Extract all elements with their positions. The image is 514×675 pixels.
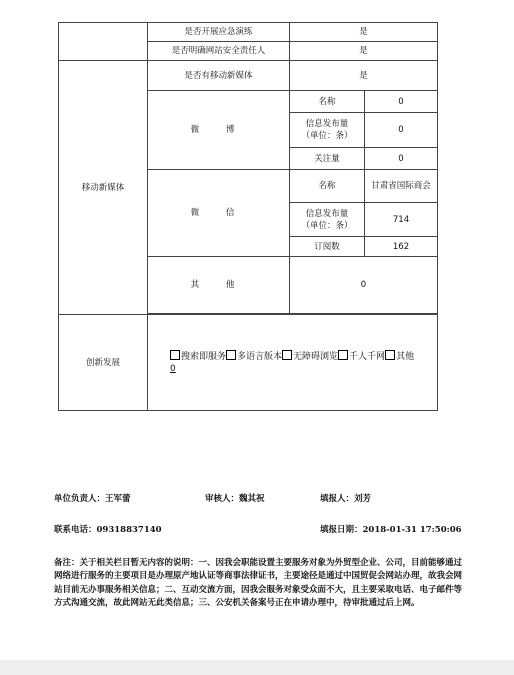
- checkbox-search-service[interactable]: [170, 350, 180, 360]
- security-owner-label: 是否明确网站安全责任人: [148, 42, 290, 61]
- drill-label: 是否开展应急演练: [148, 23, 290, 42]
- weixin-name-label: 名称: [290, 170, 365, 203]
- innovation-other-value: 0: [170, 364, 176, 374]
- bottom-bar: [0, 660, 514, 675]
- other-media-label: 其 他: [148, 257, 290, 314]
- checkbox-multilingual[interactable]: [226, 350, 236, 360]
- weibo-followers-label: 关注量: [290, 148, 365, 170]
- contact-phone: 联系电话：09318837140: [54, 525, 162, 535]
- option-accessible: 无障碍浏览: [293, 352, 339, 362]
- remarks-note: 备注：关于相关栏目暂无内容的说明：一、因我会职能设置主要服务对象为外贸型企业、公司，目前能够通过网络进行服务的主要项目是办理原产地认证等商事法律证书，主要途径是通过中国贸促会网站办理，故我会网站目前无办事服务相关信息；二、互动交流方面，因我会服务对象受众面不大，且主要采取电话、电子邮件等方式沟通交流，故此网站无此类信息；三、公安机关备案号正在申请办理中，待审批通过后上网。: [54, 558, 463, 608]
- option-search-service: 搜索即服务: [181, 352, 227, 362]
- weixin-label: 微 信: [148, 170, 290, 257]
- filler: 填报人：刘芳: [320, 494, 372, 504]
- weixin-subscribers-label: 订阅数: [290, 237, 365, 257]
- option-other: 其他: [396, 352, 415, 362]
- weibo-posts-label: 信息发布量 （单位：条）: [290, 113, 365, 148]
- security-owner-value: 是: [290, 42, 438, 61]
- weixin-subscribers-value: 162: [365, 237, 438, 257]
- has-mobile-media-label: 是否有移动新媒体: [148, 61, 290, 91]
- drill-value: 是: [290, 23, 438, 42]
- weibo-followers-value: 0: [365, 148, 438, 170]
- other-media-value: 0: [290, 257, 438, 314]
- weibo-posts-value: 0: [365, 113, 438, 148]
- weibo-label: 微 博: [148, 91, 290, 170]
- weixin-posts-value: 714: [365, 203, 438, 237]
- report-table: [58, 22, 438, 411]
- blank-cell: [59, 23, 148, 61]
- checkbox-other[interactable]: [385, 350, 395, 360]
- innovation-options: [148, 315, 438, 411]
- innovation-label: 创新发展: [59, 315, 148, 411]
- checkbox-personalized[interactable]: [338, 350, 348, 360]
- weixin-posts-label: 信息发布量 （单位：条）: [290, 203, 365, 237]
- checkbox-accessible[interactable]: [282, 350, 292, 360]
- weibo-name-value: 0: [365, 91, 438, 113]
- section-mobile-media: 移动新媒体: [59, 61, 148, 315]
- weibo-name-label: 名称: [290, 91, 365, 113]
- weixin-name-value: 甘肃省国际商会: [365, 170, 438, 203]
- reviewer: 审核人：魏其祝: [205, 494, 265, 504]
- responsible-person: 单位负责人：王军蕾: [54, 494, 131, 504]
- fill-date: 填报日期：2018-01-31 17:50:06: [320, 525, 462, 535]
- option-multilingual: 多语言版本: [237, 352, 283, 362]
- has-mobile-media-value: 是: [290, 61, 438, 91]
- option-personalized: 千人千网: [349, 352, 386, 362]
